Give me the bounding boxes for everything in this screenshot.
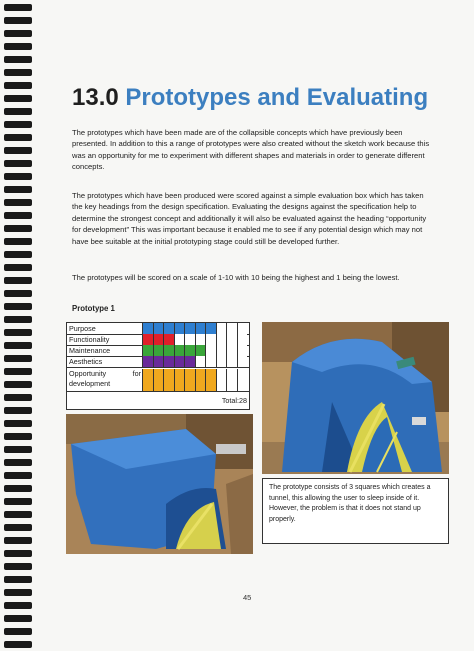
binding-ring [4, 433, 32, 440]
score-cell-filled [153, 334, 164, 345]
score-cell-filled [184, 323, 195, 334]
score-cell-empty [216, 334, 227, 345]
binding-ring [4, 511, 32, 518]
binding-ring [4, 342, 32, 349]
binding-ring [4, 147, 32, 154]
eval-row-aesthetics [67, 356, 249, 368]
binding-ring [4, 563, 32, 570]
score-cell-filled [184, 369, 195, 391]
development-word: development [69, 379, 111, 388]
score-cell-filled [174, 356, 185, 367]
eval-row-opportunity [67, 369, 249, 392]
binding-ring [4, 420, 32, 427]
score-cell-filled [163, 356, 174, 367]
binding-ring [4, 394, 32, 401]
score-cell-filled [205, 369, 216, 391]
binding-ring [4, 316, 32, 323]
score-cell-empty [226, 323, 237, 334]
binding-ring [4, 173, 32, 180]
caption-line: However, the problem is that it does not stand up [269, 505, 421, 512]
score-cell-empty [216, 356, 227, 367]
score-cell-empty [205, 345, 216, 356]
prototype-heading: Prototype 1 [72, 304, 115, 313]
caption-line: The prototype consists of 3 squares which creates a [269, 484, 431, 491]
score-cell-filled [142, 334, 153, 345]
score-cell-empty [195, 334, 206, 345]
score-cell-filled [195, 345, 206, 356]
score-cell-filled [153, 356, 164, 367]
score-cell-filled [153, 369, 164, 391]
binding-ring [4, 30, 32, 37]
binding-ring [4, 602, 32, 609]
score-cell-filled [163, 369, 174, 391]
score-cell-empty [226, 345, 237, 356]
prototype-caption [262, 478, 449, 544]
score-cell-empty [195, 356, 206, 367]
binding-ring [4, 459, 32, 466]
binding-ring [4, 121, 32, 128]
score-cell-empty [237, 345, 248, 356]
score-cell-filled [184, 356, 195, 367]
binding-ring [4, 277, 32, 284]
binding-ring [4, 407, 32, 414]
eval-criterion-label: Aesthetics [69, 357, 103, 366]
score-cell-empty [226, 369, 237, 391]
tent-photo-side [262, 322, 449, 474]
opportunity-word: Opportunity [69, 369, 107, 378]
binding-ring [4, 628, 32, 635]
score-cell-empty [184, 334, 195, 345]
scale-paragraph: The prototypes will be scored on a scale of 1-10 with 10 being the highest and 1 being the lowest. [72, 273, 400, 282]
score-cell-filled [142, 323, 153, 334]
binding-ring [4, 134, 32, 141]
binding-ring [4, 641, 32, 648]
binding-ring [4, 251, 32, 258]
caption-line: properly. [269, 515, 296, 523]
binding-ring [4, 485, 32, 492]
binding-ring [4, 446, 32, 453]
score-cell-filled [142, 345, 153, 356]
score-cell-empty [226, 356, 237, 367]
binding-ring [4, 472, 32, 479]
tent-photo-tunnel [66, 414, 253, 554]
eval-criterion-label: Functionality [69, 335, 110, 344]
eval-criterion-label: Purpose [69, 324, 96, 333]
page-number: 45 [243, 593, 252, 602]
section-title: Prototypes and Evaluating [125, 84, 429, 111]
section-number: 13.0 [72, 84, 119, 111]
score-cell-empty [237, 323, 248, 334]
binding-ring [4, 199, 32, 206]
score-cell-filled [153, 345, 164, 356]
score-cell-filled [153, 323, 164, 334]
score-cell-filled [163, 323, 174, 334]
score-cell-filled [205, 323, 216, 334]
binding-ring [4, 4, 32, 11]
binding-ring [4, 498, 32, 505]
binding-ring [4, 303, 32, 310]
binding-ring [4, 238, 32, 245]
spiral-binding [0, 0, 38, 651]
for-word: for [132, 369, 141, 378]
score-cell-filled [142, 356, 153, 367]
binding-ring [4, 17, 32, 24]
binding-ring [4, 355, 32, 362]
binding-ring [4, 589, 32, 596]
score-cell-empty [174, 334, 185, 345]
binding-ring [4, 69, 32, 76]
score-cell-filled [163, 345, 174, 356]
score-cell-empty [237, 334, 248, 345]
score-cell-empty [216, 323, 227, 334]
binding-ring [4, 264, 32, 271]
eval-criterion-label [69, 369, 141, 389]
score-cell-empty [237, 369, 248, 391]
score-cell-filled [163, 334, 174, 345]
binding-ring [4, 82, 32, 89]
score-cell-filled [174, 345, 185, 356]
eval-criterion-label: Maintenance [69, 346, 111, 355]
binding-ring [4, 108, 32, 115]
score-cell-empty [205, 334, 216, 345]
binding-ring [4, 550, 32, 557]
binding-ring [4, 576, 32, 583]
score-cell-empty [226, 334, 237, 345]
binding-ring [4, 160, 32, 167]
score-cell-filled [184, 345, 195, 356]
binding-ring [4, 95, 32, 102]
evaluation-table [66, 322, 250, 410]
binding-ring [4, 537, 32, 544]
page-title [72, 84, 428, 112]
binding-ring [4, 329, 32, 336]
score-cell-filled [142, 369, 153, 391]
binding-ring [4, 56, 32, 63]
binding-ring [4, 290, 32, 297]
binding-ring [4, 212, 32, 219]
binding-ring [4, 524, 32, 531]
score-cell-empty [237, 356, 248, 367]
binding-ring [4, 43, 32, 50]
score-cell-empty [205, 356, 216, 367]
evaluation-paragraph: The prototypes which have been produced were scored against a simple evaluation box which has taken the key headings from the design specification. Evaluating the designs against the specification help to determine the strongest concept and additionally it will also be evaluated against the heading “opportunity for development” This was important because it enabled me to see if any potential design which may not have bee suitable at the initial prototyping stage could still be developed further. [72, 191, 427, 246]
eval-total: Total:28 [221, 396, 247, 405]
binding-ring [4, 368, 32, 375]
score-cell-filled [195, 323, 206, 334]
caption-line: tunnel, this allowing the user to sleep inside of it. [269, 494, 420, 502]
intro-paragraph: The prototypes which have been made are of the collapsible concepts which have previously been presented. In addition to this a range of prototypes were also created without the sketch work because this was an opportunity for me to experiment with different shapes and materials in order to generate different concepts. [72, 128, 430, 172]
score-cell-empty [216, 369, 227, 391]
score-cell-filled [174, 323, 185, 334]
score-cell-filled [195, 369, 206, 391]
binding-ring [4, 615, 32, 622]
binding-ring [4, 381, 32, 388]
score-cell-empty [216, 345, 227, 356]
score-cell-filled [174, 369, 185, 391]
binding-ring [4, 186, 32, 193]
binding-ring [4, 225, 32, 232]
